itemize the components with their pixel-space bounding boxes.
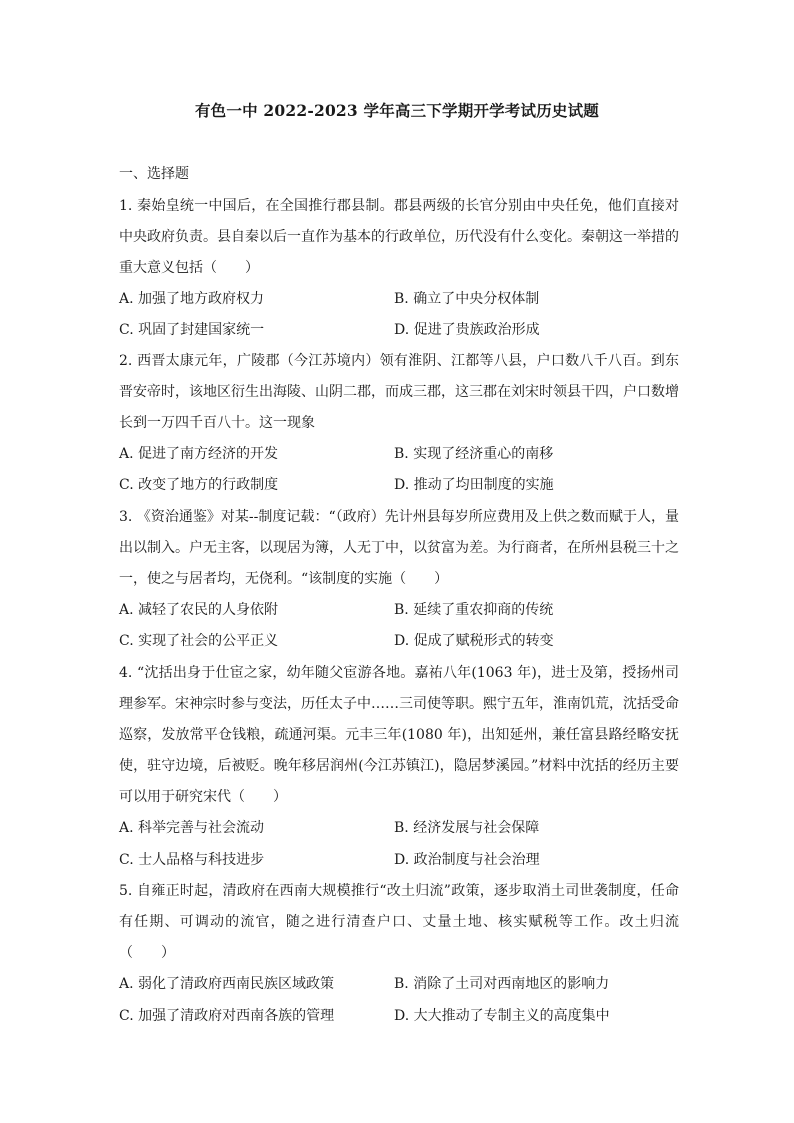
question-5-option-d: D. 大大推动了专制主义的高度集中 bbox=[394, 1008, 610, 1024]
question-4-option-b: B. 经济发展与社会保障 bbox=[394, 820, 540, 836]
question-1-option-c: C. 巩固了封建国家统一 bbox=[119, 322, 265, 338]
question-2-option-a: A. 促进了南方经济的开发 bbox=[119, 446, 279, 462]
question-5-option-c: C. 加强了清政府对西南各族的管理 bbox=[119, 1008, 335, 1024]
question-2-option-c: C. 改变了地方的行政制度 bbox=[119, 477, 279, 493]
page-title: 有色一中 2022-2023 学年高三下学期开学考试历史试题 bbox=[194, 101, 599, 120]
question-3-option-c: C. 实现了社会的公平正义 bbox=[119, 633, 279, 649]
question-5-option-a: A. 弱化了清政府西南民族区域政策 bbox=[119, 976, 335, 992]
question-1-option-b: B. 确立了中央分权体制 bbox=[394, 291, 540, 307]
question-3-option-d: D. 促成了赋税形式的转变 bbox=[394, 633, 554, 649]
question-1-option-a: A. 加强了地方政府权力 bbox=[119, 291, 265, 307]
section-heading: 一、选择题 bbox=[119, 166, 189, 182]
question-1-stem: 1. 秦始皇统一中国后，在全国推行郡县制。郡县两级的长官分别由中央任免，他们直接对中央政府负责。县自秦以后一直作为基本的行政单位，历代没有什么变化。秦朝这一举措的重大意义包括（ ） bbox=[119, 198, 679, 276]
question-3-option-b: B. 延续了重农抑商的传统 bbox=[394, 602, 554, 618]
question-2-option-d: D. 推动了均田制度的实施 bbox=[394, 477, 554, 493]
question-4-option-d: D. 政治制度与社会治理 bbox=[394, 852, 540, 868]
question-4-option-a: A. 科举完善与社会流动 bbox=[119, 820, 265, 836]
question-5-option-b: B. 消除了土司对西南地区的影响力 bbox=[394, 976, 610, 992]
question-2-stem: 2. 西晋太康元年，广陵郡（今江苏境内）领有淮阴、江都等八县，户口数八千八百。到东晋安帝时，该地区衍生出海陵、山阴二郡，而成三郡，这三郡在刘宋时领县干四，户口数增长到一万四千百八十。这一现象 bbox=[119, 353, 679, 431]
question-4-stem: 4. “沈括出身于仕宦之家，幼年随父宦游各地。嘉祐八年(1063 年)，进士及第，授扬州司理参军。宋神宗时参与变法，历任太子中……三司使等职。熙宁五年，淮南饥荒，沈括受命巡察，发放常平仓钱粮，疏通河渠。元丰三年(1080 年)，出知延州，兼任富县路经略安抚使，驻守边境，后被贬。晚年移居润州(今江苏镇江)，隐居梦溪园。”材料中沈括的经历主要可以用于研究宋代（ ） bbox=[119, 665, 679, 805]
question-5-stem: 5. 自雍正时起，清政府在西南大规模推行“改土归流”政策，逐步取消土司世袭制度，任命有任期、可调动的流官，随之进行清查户口、丈量土地、核实赋税等工作。改土归流（ ） bbox=[119, 883, 679, 961]
question-1-option-d: D. 促进了贵族政治形成 bbox=[394, 322, 540, 338]
question-3-stem: 3. 《资治通鉴》对某--制度记载：“（政府）先计州县每岁所应费用及上供之数而赋于人，量出以制入。户无主客，以现居为簿，人无丁中，以贫富为差。为行商者，在所州县税三十之一，使之与居者均，无侥利。“该制度的实施（ ） bbox=[119, 509, 679, 587]
question-2-option-b: B. 实现了经济重心的南移 bbox=[394, 446, 554, 462]
question-4-option-c: C. 士人品格与科技进步 bbox=[119, 852, 265, 868]
question-3-option-a: A. 减轻了农民的人身依附 bbox=[119, 602, 279, 618]
